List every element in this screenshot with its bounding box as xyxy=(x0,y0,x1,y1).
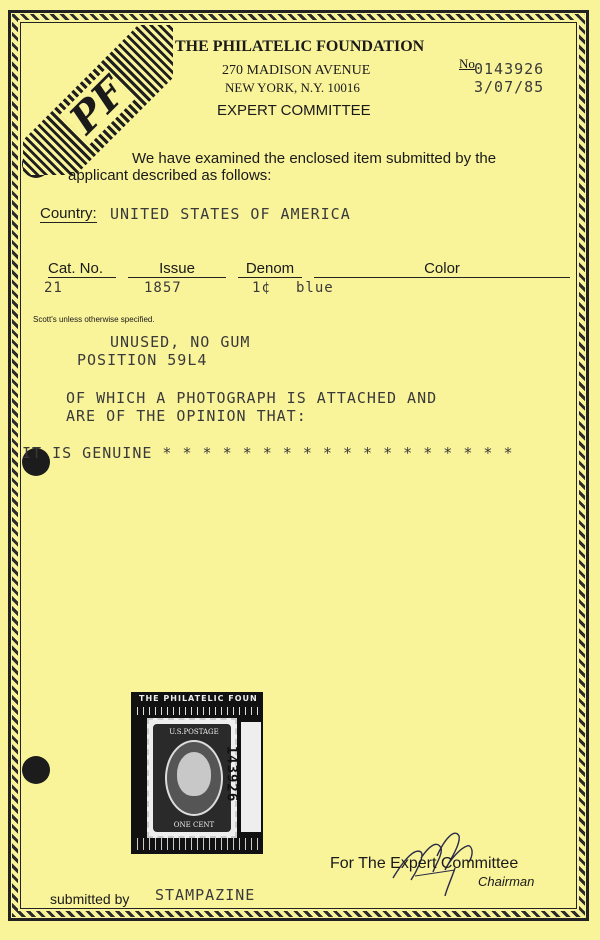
punch-hole-bottom xyxy=(22,756,50,784)
header-cat-no: Cat. No. xyxy=(48,260,116,278)
stamp-frame xyxy=(153,724,231,832)
header-denom: Denom xyxy=(238,260,302,278)
desc-line-4: ARE OF THE OPINION THAT: xyxy=(66,407,307,425)
intro-line-1: We have examined the enclosed item submitted by the xyxy=(132,150,497,167)
cert-date: 3/07/85 xyxy=(474,78,545,96)
photo-grid-strip xyxy=(137,838,259,850)
address-line-2: NEW YORK, N.Y. 10016 xyxy=(225,80,360,95)
desc-line-1: UNUSED, NO GUM xyxy=(110,333,251,351)
cert-number: 0143926 xyxy=(474,60,545,78)
photo-number-strip xyxy=(223,722,261,832)
org-name: THE PHILATELIC FOUNDATION xyxy=(175,38,425,55)
chairman-title: Chairman xyxy=(478,874,535,889)
submitted-by-label: submitted by xyxy=(50,891,130,907)
desc-line-3: OF WHICH A PHOTOGRAPH IS ATTACHED AND xyxy=(66,389,438,407)
value-color: blue xyxy=(296,280,334,296)
logo-letters: PF xyxy=(60,68,136,143)
country-value: UNITED STATES OF AMERICA xyxy=(110,205,351,223)
header-issue: Issue xyxy=(128,260,226,278)
photo-header: THE PHILATELIC FOUN xyxy=(131,692,263,706)
opinion-line: IT IS GENUINE * * * * * * * * * * * * * * * * * * xyxy=(22,444,514,462)
stamp-portrait xyxy=(177,752,211,796)
country-label: Country: xyxy=(40,205,97,222)
stamp-bottom-label: ONE CENT xyxy=(173,821,215,829)
submitted-by-value: STAMPAZINE xyxy=(155,886,256,904)
cert-no-label: No xyxy=(459,56,475,71)
for-expert-committee: For The Expert Committee xyxy=(330,855,519,872)
intro-line-2: applicant described as follows: xyxy=(68,167,272,184)
value-denom: 1¢ xyxy=(252,280,271,296)
scotts-note: Scott's unless otherwise specified. xyxy=(33,315,155,324)
desc-line-2: POSITION 59L4 xyxy=(77,351,208,369)
stamp-top-label: U.S.POSTAGE xyxy=(169,728,219,736)
stamp-photograph xyxy=(131,692,263,854)
value-cat-no: 21 xyxy=(44,280,63,296)
header-color: Color xyxy=(314,260,570,278)
value-issue: 1857 xyxy=(144,280,182,296)
photo-number: 143926 xyxy=(223,745,240,803)
address-line-1: 270 MADISON AVENUE xyxy=(222,63,371,78)
committee-heading: EXPERT COMMITTEE xyxy=(217,102,371,119)
photo-alpha-strip xyxy=(137,707,259,715)
